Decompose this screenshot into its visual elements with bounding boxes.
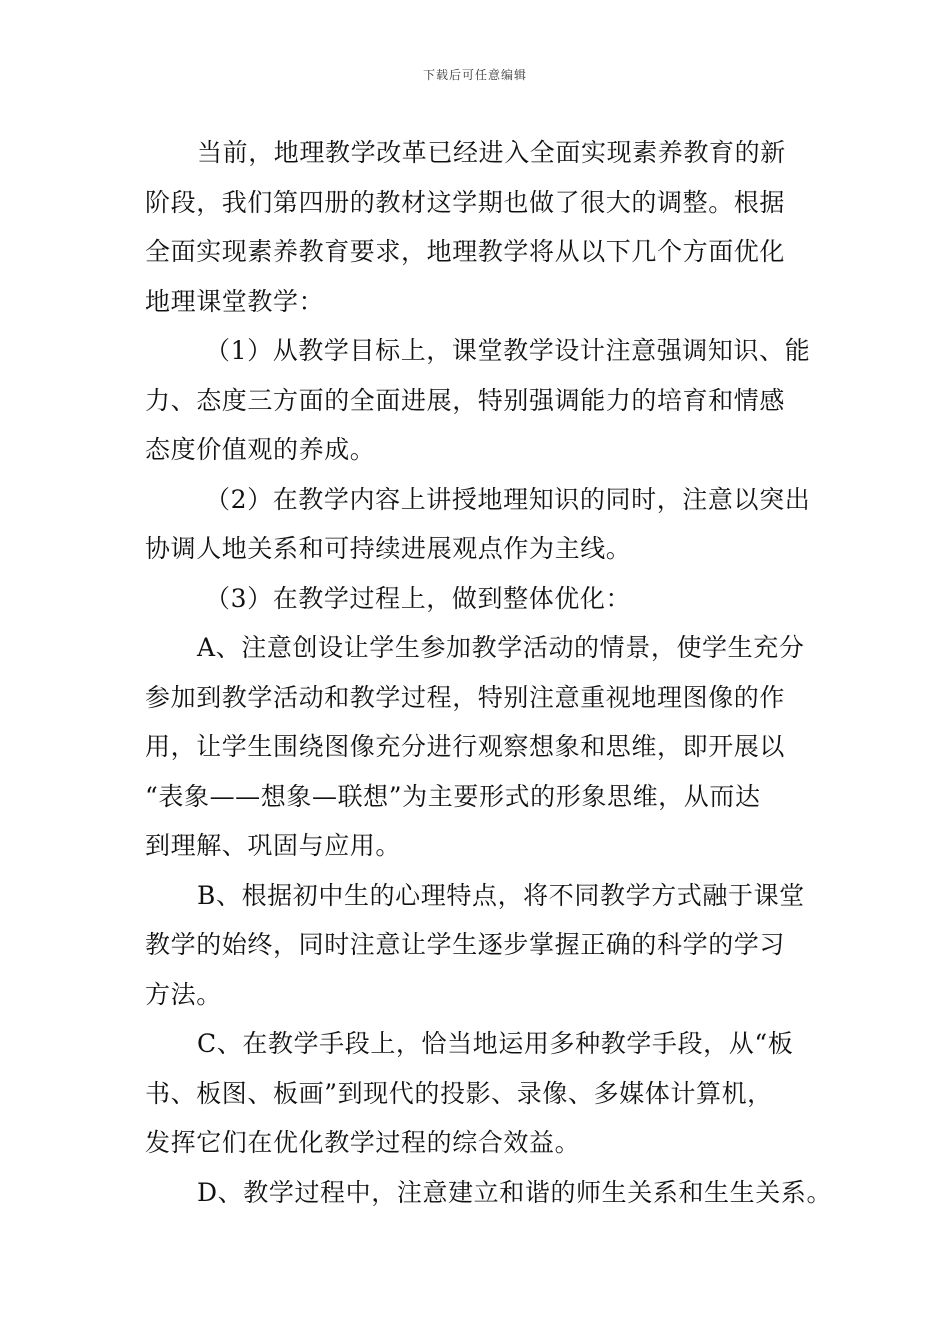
paragraph-point-a <box>145 623 810 871</box>
text-line: （2）在教学内容上讲授地理知识的同时，注意以突出 <box>205 484 811 514</box>
text-line: （1）从教学目标上，课堂教学设计注意强调知识、能 <box>205 336 811 365</box>
paragraph-item-1 <box>145 326 810 475</box>
text-line: 全面实现素养教育要求，地理教学将从以下几个方面优化 <box>145 237 786 266</box>
paragraph-point-c <box>145 1019 810 1168</box>
text-line: D、教学过程中，注意建立和谐的师生关系和生生关系。 <box>197 1177 833 1207</box>
text-line: 参加到教学活动和教学过程，特别注意重视地理图像的作 <box>145 682 786 712</box>
paragraph-intro <box>145 128 810 326</box>
text-line: 方法。 <box>145 979 222 1009</box>
paragraph-item-2 <box>145 475 810 574</box>
paragraph-point-b <box>145 871 810 1020</box>
text-line: 态度价值观的养成。 <box>145 435 376 464</box>
page-header: 下载后可任意编辑 <box>422 68 527 82</box>
text-line: “表象——想象—联想”为主要形式的形象思维，从而达 <box>145 781 761 811</box>
text-line: 地理课堂教学： <box>145 286 325 316</box>
text-line: 协调人地关系和可持续进展观点作为主线。 <box>145 534 632 563</box>
text-line: A、注意创设让学生参加教学活动的情景，使学生充分 <box>197 633 805 662</box>
text-line: 用，让学生围绕图像充分进行观察想象和思维，即开展以 <box>145 732 786 761</box>
text-line: 书、板图、板画”到现代的投影、录像、多媒体计算机， <box>145 1078 773 1108</box>
text-line: 发挥它们在优化教学过程的综合效益。 <box>145 1128 581 1157</box>
text-line: 到理解、巩固与应用。 <box>145 831 402 860</box>
text-line: B、根据初中生的心理特点，将不同教学方式融于课堂 <box>197 880 805 910</box>
document-body <box>145 128 833 1217</box>
text-line: 力、态度三方面的全面进展，特别强调能力的培育和情感 <box>145 385 786 415</box>
paragraph-point-d <box>145 1168 833 1218</box>
text-line: C、在教学手段上，恰当地运用多种教学手段，从“板 <box>197 1029 794 1058</box>
paragraph-item-3 <box>145 574 810 624</box>
text-line: 阶段，我们第四册的教材这学期也做了很大的调整。根据 <box>145 187 786 217</box>
text-line: 当前，地理教学改革已经进入全面实现素养教育的新 <box>197 138 786 167</box>
text-line: 教学的始终，同时注意让学生逐步掌握正确的科学的学习 <box>145 930 786 959</box>
text-line: （3）在教学过程上，做到整体优化： <box>205 583 632 613</box>
